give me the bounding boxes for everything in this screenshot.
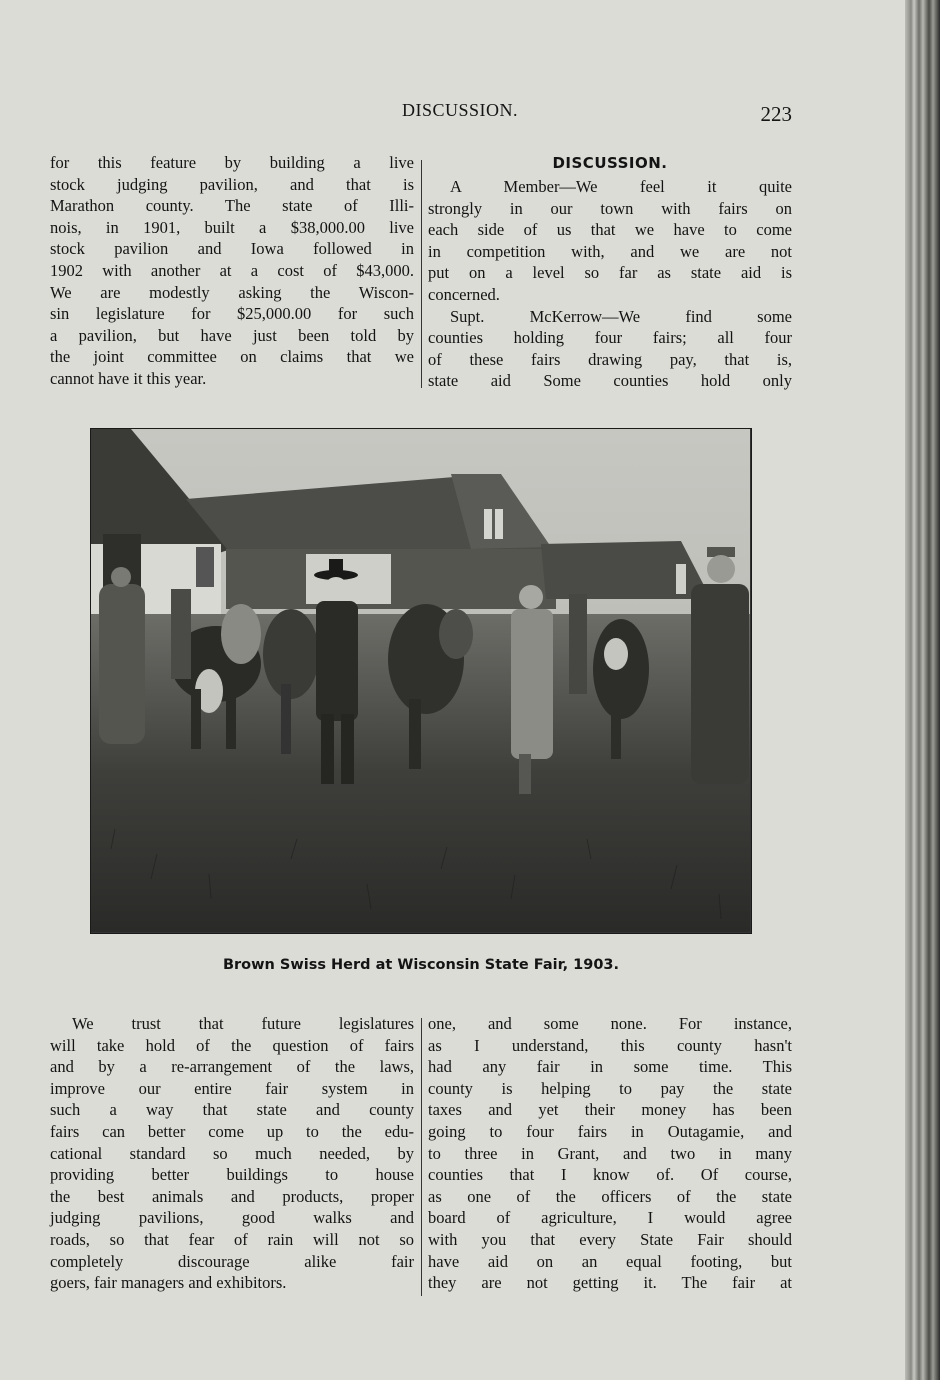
text-line: nois, in 1901, built a $38,000.00 live [50,217,414,237]
figure-caption: Brown Swiss Herd at Wisconsin State Fair, 1903. [222,957,620,973]
text-line: as I understand, this county hasn't [428,1035,792,1055]
text-line: improve our entire fair system in [50,1078,414,1098]
text-line: in competition with, and we are not [428,241,792,261]
text-line: goers, fair managers and exhibitors. [50,1273,287,1293]
text-line: 1902 with another at a cost of $43,000. [50,260,414,280]
top-right-column [428,152,792,392]
text-line: and by a re-arrangement of the laws, [50,1057,414,1077]
text-line: Supt. McKerrow—We find some [450,306,792,326]
text-line: board of agriculture, I would agree [428,1208,792,1228]
text-line: Marathon county. The state of Illi- [50,196,414,216]
column-rule [421,1018,422,1296]
text-line: providing better buildings to house [50,1165,414,1185]
text-line: cational standard so much needed, by [50,1143,414,1163]
text-line: judging pavilions, good walks and [50,1208,414,1228]
bottom-right-column [428,1013,792,1294]
text-line: counties holding four fairs; all four [428,328,792,348]
text-line: such a way that state and county [50,1100,414,1120]
text-line: the best animals and products, proper [50,1186,414,1206]
text-line: roads, so that fear of rain will not so [50,1229,414,1249]
text-line: with you that every State Fair should [428,1229,792,1249]
text-line: each side of us that we have to come [428,220,792,240]
text-line: stock judging pavilion, and that is [50,174,414,194]
text-line: We are modestly asking the Wiscon- [50,282,414,302]
text-line: A Member—We feel it quite [450,177,792,196]
text-line: sin legislature for $25,000.00 for such [50,304,414,324]
text-line: the joint committee on claims that we [50,347,414,367]
photo-barnyard-cattle-scene [91,429,750,932]
text-line: taxes and yet their money has been [428,1100,792,1120]
text-line: have aid on an equal footing, but [428,1251,792,1271]
text-line: counties that I know of. Of course, [428,1165,792,1185]
page-number: 223 [760,102,792,126]
text-line: to three in Grant, and two in many [428,1143,792,1163]
text-line: fairs can better come up to the edu- [50,1121,414,1141]
text-line: county is helping to pay the state [428,1078,792,1098]
bottom-left-column [50,1013,414,1294]
running-title: DISCUSSION. [401,100,519,120]
text-line: put on a level so far as state aid is [428,263,792,283]
book-page-edges [905,0,940,1380]
text-line: We trust that future legislatures [72,1014,414,1033]
text-line: a pavilion, but have just been told by [50,325,414,345]
text-line: had any fair in some time. This [428,1057,792,1077]
text-line: going to four fairs in Outagamie, and [428,1121,792,1141]
text-line: strongly in our town with fairs on [428,198,792,218]
column-rule [421,160,422,388]
halftone-photograph [90,428,752,934]
section-heading: DISCUSSION. [552,154,668,172]
text-line: completely discourage alike fair [50,1251,414,1271]
text-line: stock pavilion and Iowa followed in [50,239,414,259]
text-line: state aid Some counties hold only [428,371,792,391]
text-line: for this feature by building a live [50,153,414,172]
text-line: will take hold of the question of fairs [50,1035,414,1055]
text-line: cannot have it this year. [50,368,207,388]
text-line: as one of the officers of the state [428,1186,792,1206]
text-line: concerned. [428,284,500,304]
text-line: they are not getting it. The fair at [428,1273,792,1293]
text-line: of these fairs drawing pay, that is, [428,349,792,369]
top-left-column [50,152,414,390]
text-line: one, and some none. For instance, [428,1014,792,1033]
